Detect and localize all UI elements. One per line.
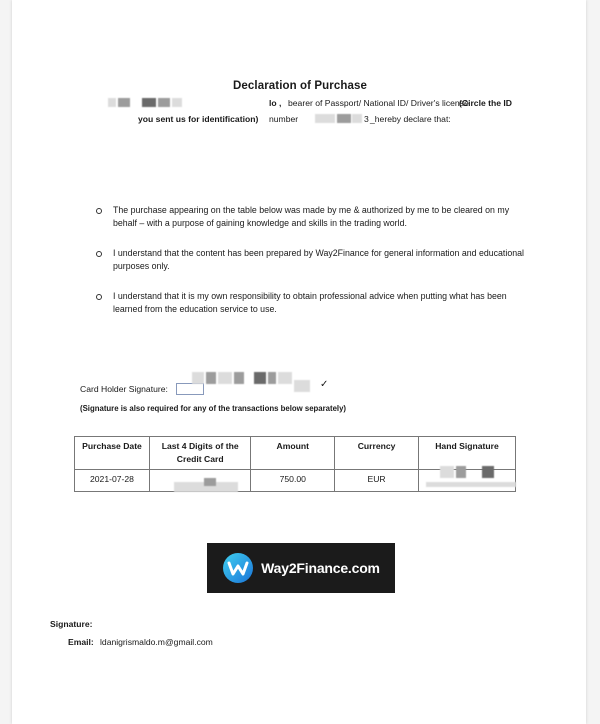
declaration-list xyxy=(96,204,526,333)
redacted-hand-signature xyxy=(440,466,454,478)
cell-hand-signature xyxy=(418,470,515,492)
list-item-text: The purchase appearing on the table below was made by me & authorized by me to be cleared on my behalf – with a purpose of gaining knowledge and skills in the trading world. xyxy=(113,205,510,228)
cell-purchase-date: 2021-07-28 xyxy=(75,470,150,492)
intro-line2-end: _hereby declare that: xyxy=(370,114,451,124)
list-item-text: I understand that it is my own responsibility to obtain professional advice when putting what has been learned from the education service to use. xyxy=(113,291,507,314)
intro-line1-bold: (Circle the ID xyxy=(459,98,513,108)
cell-amount: 750.00 xyxy=(251,470,335,492)
redacted-signature xyxy=(268,372,276,384)
document-title: Declaration of Purchase xyxy=(233,80,367,92)
way2finance-logo xyxy=(207,543,395,593)
redacted-signature xyxy=(254,372,266,384)
document-page xyxy=(12,0,586,724)
column-header-card-digits: Last 4 Digits of the Credit Card xyxy=(149,437,250,470)
column-header-currency: Currency xyxy=(335,437,419,470)
table-header-row xyxy=(75,437,516,470)
redacted-name xyxy=(118,98,130,107)
bullet-circle-icon xyxy=(96,208,102,214)
intro-number-label: number xyxy=(269,114,299,124)
card-holder-signature-label: Card Holder Signature: xyxy=(80,384,168,394)
redacted-signature xyxy=(192,372,204,384)
intro-name-suffix: lo , xyxy=(269,98,282,108)
redacted-name xyxy=(158,98,170,107)
redacted-hand-signature xyxy=(456,466,466,478)
list-item xyxy=(96,290,526,316)
bullet-circle-icon xyxy=(96,294,102,300)
checkmark-icon: ✓ xyxy=(320,379,329,390)
redacted-signature xyxy=(278,372,292,384)
redacted-id-number xyxy=(337,114,351,123)
redacted-card-digits xyxy=(204,478,216,486)
list-item-text: I understand that the content has been prepared by Way2Finance for general information and educational purposes only. xyxy=(113,248,524,271)
way2finance-w-icon xyxy=(222,552,254,584)
redacted-name xyxy=(108,98,116,107)
redacted-id-number xyxy=(315,114,335,123)
intro-line2-bold: you sent us for identification) xyxy=(138,114,259,124)
column-header-amount: Amount xyxy=(251,437,335,470)
signature-image xyxy=(176,383,204,395)
redacted-name xyxy=(142,98,156,107)
intro-id-tail: 3 xyxy=(364,114,369,124)
logo-text: Way2Finance.com xyxy=(261,560,380,576)
list-item xyxy=(96,204,526,230)
redacted-hand-signature xyxy=(482,466,494,478)
redacted-signature xyxy=(206,372,216,384)
column-header-purchase-date: Purchase Date xyxy=(75,437,150,470)
redacted-hand-signature xyxy=(426,482,516,487)
cell-currency: EUR xyxy=(335,470,419,492)
redacted-name xyxy=(172,98,182,107)
footer-email-value: ldanigrismaldo.m@gmail.com xyxy=(100,637,213,647)
redacted-signature xyxy=(294,380,310,392)
footer-signature-label: Signature: xyxy=(50,619,93,629)
bullet-circle-icon xyxy=(96,251,102,257)
column-header-hand-signature: Hand Signature xyxy=(418,437,515,470)
footer-email-label: Email: xyxy=(68,637,94,647)
redacted-signature xyxy=(234,372,244,384)
intro-line1-text: bearer of Passport/ National ID/ Driver's license xyxy=(288,98,469,108)
redacted-signature xyxy=(218,372,232,384)
signature-note: (Signature is also required for any of the transactions below separately) xyxy=(80,404,347,413)
list-item xyxy=(96,247,526,273)
redacted-id-number xyxy=(352,114,362,123)
